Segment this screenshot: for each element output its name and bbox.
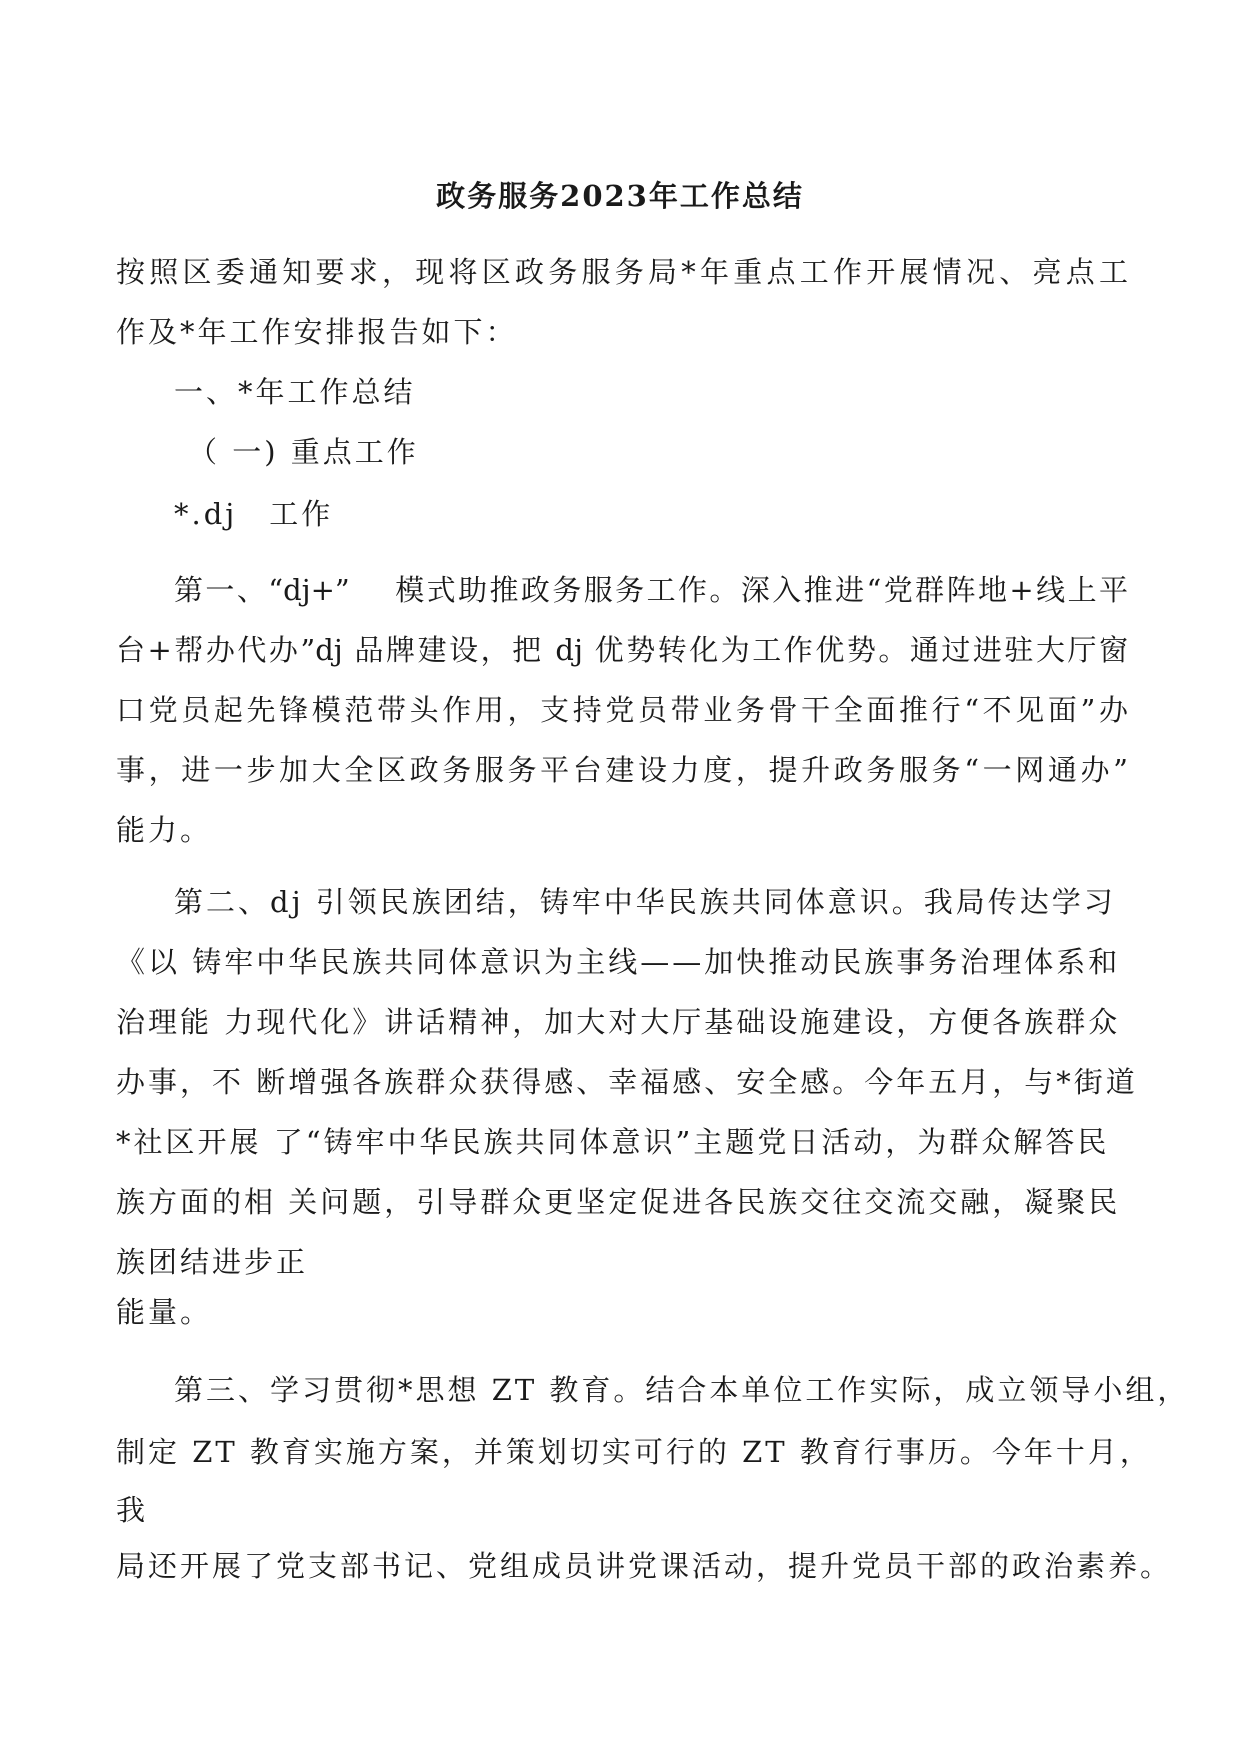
para1-line-3: 口党员起先锋模范带头作用，支持党员带业务骨干全面推行“不见面”办: [116, 693, 1128, 727]
para1-line-1: 第一、“dj+” 模式助推政务服务工作。深入推进“党群阵地+线上平: [174, 573, 1128, 607]
para2-line-4: 办事，不 断增强各族群众获得感、幸福感、安全感。今年五月，与*街道: [116, 1065, 1138, 1099]
para1-line-5: 能力。: [116, 813, 213, 847]
intro-line-2: 作及*年工作安排报告如下：: [116, 315, 518, 349]
para2-line-7: 族团结进步正: [116, 1245, 309, 1279]
para2-line-1: 第二、dj 引领民族团结，铸牢中华民族共同体意识。我局传达学习: [174, 885, 1116, 919]
para2-line-2: 《以 铸牢中华民族共同体意识为主线——加快推动民族事务治理体系和: [116, 945, 1121, 979]
para2-line-5: *社区开展 了“铸牢中华民族共同体意识”主题党日活动，为群众解答民: [116, 1125, 1110, 1159]
para1-line-2: 台+帮办代办”dj 品牌建设，把 dj 优势转化为工作优势。通过进驻大厅窗: [116, 633, 1128, 667]
para2-line-8: 能量。: [116, 1295, 213, 1329]
para3-line-4: 局还开展了党支部书记、党组成员讲党课活动，提升党员干部的政治素养。: [116, 1549, 1173, 1583]
para3-line-1: 第三、学习贯彻*思想 ZT 教育。结合本单位工作实际，成立领导小组，: [174, 1373, 1190, 1407]
para2-line-3: 治理能 力现代化》讲话精神，加大对大厅基础设施建设，方便各族群众: [116, 1005, 1121, 1039]
para3-line-3: 我: [116, 1493, 149, 1527]
para1-line-4: 事，进一步加大全区政务服务平台建设力度，提升政务服务“一网通办”: [116, 753, 1128, 787]
section-heading-1: 一、*年工作总结: [174, 375, 416, 409]
para3-line-2: 制定 ZT 教育实施方案，并策划切实可行的 ZT 教育行事历。今年十月，: [116, 1435, 1152, 1469]
document-title: 政务服务2023年工作总结: [436, 179, 804, 213]
section-heading-3: *.dj 工作: [174, 497, 334, 531]
section-heading-2: （ 一) 重点工作: [188, 435, 419, 469]
para2-line-6: 族方面的相 关问题，引导群众更坚定促进各民族交往交流交融，凝聚民: [116, 1185, 1121, 1219]
intro-line-1: 按照区委通知要求，现将区政务服务局*年重点工作开展情况、亮点工: [116, 255, 1128, 289]
